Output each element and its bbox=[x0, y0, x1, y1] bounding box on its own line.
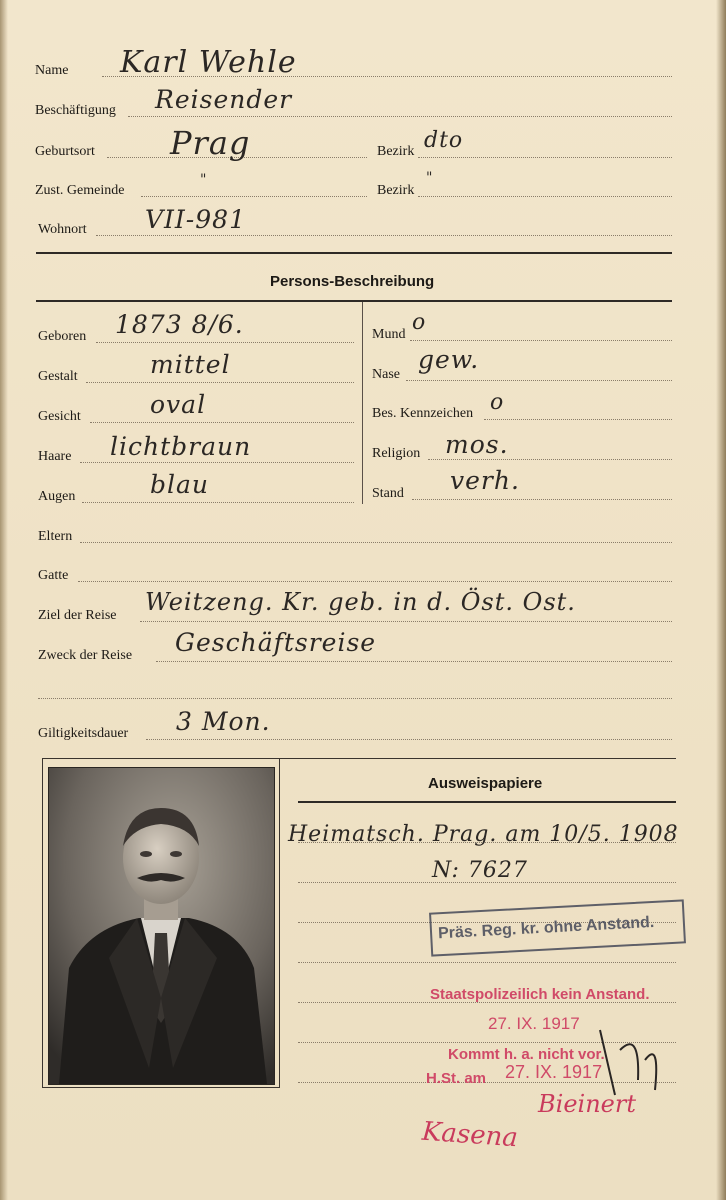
mouth-value: o bbox=[412, 310, 427, 335]
occupation-label: Beschäftigung bbox=[35, 103, 116, 118]
marks-value: o bbox=[490, 390, 505, 415]
birthplace-value: Prag bbox=[170, 124, 251, 162]
validity-label: Giltigkeitsdauer bbox=[38, 726, 129, 741]
face-value: oval bbox=[150, 390, 207, 419]
marks-label: Bes. Kennzeichen bbox=[372, 406, 474, 421]
mouth-label: Mund bbox=[372, 327, 406, 342]
born-value: 1873 8/6. bbox=[115, 310, 244, 339]
residence-label: Wohnort bbox=[38, 222, 87, 237]
nose-value: gew. bbox=[418, 345, 480, 374]
presidium-stamp: Präs. Reg. kr. ohne Anstand. bbox=[429, 899, 686, 956]
district-line-1 bbox=[418, 157, 672, 158]
eyes-line bbox=[82, 502, 354, 503]
district-label-1: Bezirk bbox=[377, 144, 415, 159]
validity-line bbox=[146, 739, 672, 740]
face-label: Gesicht bbox=[38, 409, 81, 424]
municipality-value: " bbox=[200, 172, 208, 188]
religion-line bbox=[428, 459, 672, 460]
occupation-line bbox=[128, 116, 672, 117]
name-value: Karl Wehle bbox=[120, 45, 297, 80]
status-line bbox=[412, 499, 672, 500]
photo-frame-right bbox=[279, 758, 280, 1088]
eyes-value: blau bbox=[150, 470, 210, 499]
spouse-line bbox=[78, 581, 672, 582]
district-line-2 bbox=[418, 196, 672, 197]
papers-line-4 bbox=[298, 962, 676, 963]
hair-line bbox=[80, 462, 354, 463]
nose-line bbox=[406, 380, 672, 381]
hst-stamp: H.St. am bbox=[426, 1070, 487, 1087]
born-line bbox=[96, 342, 354, 343]
eyes-label: Augen bbox=[38, 489, 76, 504]
occupation-value: Reisender bbox=[155, 85, 293, 114]
spouse-label: Gatte bbox=[38, 568, 69, 583]
column-divider bbox=[362, 302, 363, 504]
parents-label: Eltern bbox=[38, 529, 73, 544]
municipality-label: Zust. Gemeinde bbox=[35, 183, 125, 198]
portrait-figure bbox=[49, 768, 274, 1084]
parents-line bbox=[80, 542, 672, 543]
destination-value: Weitzeng. Kr. geb. in d. Öst. Ost. bbox=[145, 588, 576, 616]
born-label: Geboren bbox=[38, 329, 87, 344]
mouth-line bbox=[410, 340, 672, 341]
purpose-value: Geschäftsreise bbox=[175, 628, 377, 657]
marks-line bbox=[484, 419, 672, 420]
district-value-1: dto bbox=[424, 128, 464, 153]
photo-frame-left bbox=[42, 758, 43, 1088]
destination-line bbox=[140, 621, 672, 622]
stature-value: mittel bbox=[150, 350, 231, 379]
papers-title: Ausweispapiere bbox=[428, 775, 543, 792]
name-label: Name bbox=[35, 63, 69, 78]
residence-line bbox=[96, 235, 672, 236]
birthplace-label: Geburtsort bbox=[35, 144, 95, 159]
religion-value: mos. bbox=[445, 430, 509, 459]
validity-value: 3 Mon. bbox=[176, 707, 271, 736]
record-stamp: Kommt h. a. nicht vor. bbox=[448, 1046, 605, 1063]
purpose-label: Zweck der Reise bbox=[38, 648, 133, 663]
district-value-2: " bbox=[426, 170, 434, 186]
papers-entry-2: N: 7627 bbox=[432, 858, 528, 883]
section-rule-bottom bbox=[36, 300, 672, 302]
signature-red-2: Kasena bbox=[421, 1116, 519, 1154]
hair-value: lichtbraun bbox=[110, 432, 252, 461]
papers-rule bbox=[298, 801, 676, 803]
nose-label: Nase bbox=[372, 367, 400, 382]
hst-stamp-date: 27. IX. 1917 bbox=[505, 1062, 603, 1082]
status-label: Stand bbox=[372, 486, 404, 501]
destination-label: Ziel der Reise bbox=[38, 608, 117, 623]
face-line bbox=[90, 422, 354, 423]
portrait-photo bbox=[48, 767, 275, 1085]
photo-frame-bottom bbox=[42, 1087, 280, 1088]
signature-red-1: Bieinert bbox=[538, 1090, 636, 1118]
stature-line bbox=[86, 382, 354, 383]
status-value: verh. bbox=[450, 466, 520, 495]
description-title: Persons-Beschreibung bbox=[270, 273, 435, 290]
papers-entry-1: Heimatsch. Prag. am 10/5. 1908 bbox=[288, 822, 679, 847]
purpose-line bbox=[156, 661, 672, 662]
district-label-2: Bezirk bbox=[377, 183, 415, 198]
purpose-line-2 bbox=[38, 698, 672, 699]
section-rule-top bbox=[36, 252, 672, 254]
police-stamp-date: 27. IX. 1917 bbox=[488, 1014, 580, 1033]
residence-value: VII-981 bbox=[145, 205, 246, 234]
stature-label: Gestalt bbox=[38, 369, 78, 384]
hair-label: Haare bbox=[38, 449, 72, 464]
photo-section-rule bbox=[42, 758, 676, 759]
municipality-line bbox=[141, 196, 367, 197]
religion-label: Religion bbox=[372, 446, 421, 461]
police-stamp: Staatspolizeilich kein Anstand. bbox=[430, 986, 650, 1003]
signature-scribble-icon bbox=[560, 1010, 680, 1110]
